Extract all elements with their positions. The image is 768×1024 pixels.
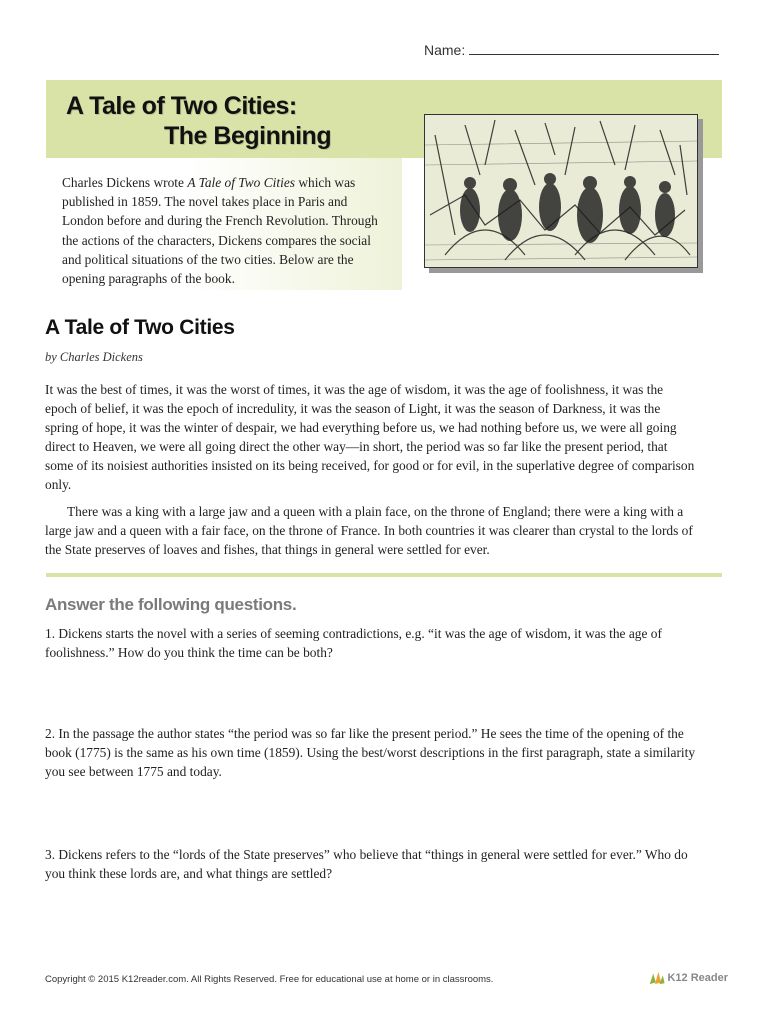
crowd-illustration (424, 114, 698, 268)
copyright-footer: Copyright © 2015 K12reader.com. All Rights Reserved. Free for educational use at home or in classrooms. (45, 974, 494, 985)
question-2: 2. In the passage the author states “the period was so far like the present period.” He sees the time of the opening of the book (1775) is the same as his own time (1859). Using the best/worst descriptions in the first paragraph, state a similarity you see between 1775 and today. (45, 726, 696, 780)
worksheet-title-line1: A Tale of Two Cities: (66, 92, 297, 120)
story-paragraph-1: It was the best of times, it was the worst of times, it was the age of wisdom, it was the age of foolishness, it was the epoch of belief, it was the epoch of incredulity, it was the season of Light, it was the season of Darkness, it was the spring of hope, it was the winter of despair, we had everything before us, we had nothing before us, we were all going direct to Heaven, we were all going direct the other way—in short, the period was so far like the present period, that some of its noisiest authorities insisted on its being received, for good or for evil, in the superlative degree of comparison only. (45, 382, 695, 493)
intro-text-start: Charles Dickens wrote (62, 175, 188, 190)
intro-book-title: A Tale of Two Cities (187, 175, 295, 190)
logo-text: K12 Reader (667, 972, 728, 984)
questions-heading: Answer the following questions. (45, 595, 297, 614)
question-1: 1. Dickens starts the novel with a series of seeming contradictions, e.g. “it was the age of wisdom, it was the age of foolishness.” How do you think the time can be both? (45, 626, 662, 661)
intro-text-end: which was published in 1859. The novel takes place in Paris and London before and during the French Revolution. Through the actions of the characters, Dickens compares the social and political situations of the two cities. Below are the opening paragraphs of the book. (62, 175, 378, 287)
intro-paragraph (62, 173, 384, 288)
k12reader-logo (648, 968, 728, 988)
name-blank-line[interactable] (469, 40, 719, 55)
name-field[interactable] (424, 40, 724, 58)
name-label: Name: (424, 42, 466, 58)
section-divider (46, 573, 722, 577)
story-paragraph-2: There was a king with a large jaw and a queen with a plain face, on the throne of England; there were a king with a large jaw and a queen with a fair face, on the throne of France. In both countries it was clearer than crystal to the lords of the State preserves of loaves and fishes, that things in general were settled for ever. (45, 504, 693, 558)
story-byline: by Charles Dickens (45, 350, 143, 364)
book-leaf-icon (648, 969, 665, 987)
question-3: 3. Dickens refers to the “lords of the State preserves” who believe that “things in general were settled for ever.” Who do you think these lords are, and what things are settled? (45, 847, 688, 882)
worksheet-title-line2: The Beginning (164, 122, 332, 150)
illustration-image (425, 115, 697, 267)
story-title: A Tale of Two Cities (45, 316, 235, 339)
